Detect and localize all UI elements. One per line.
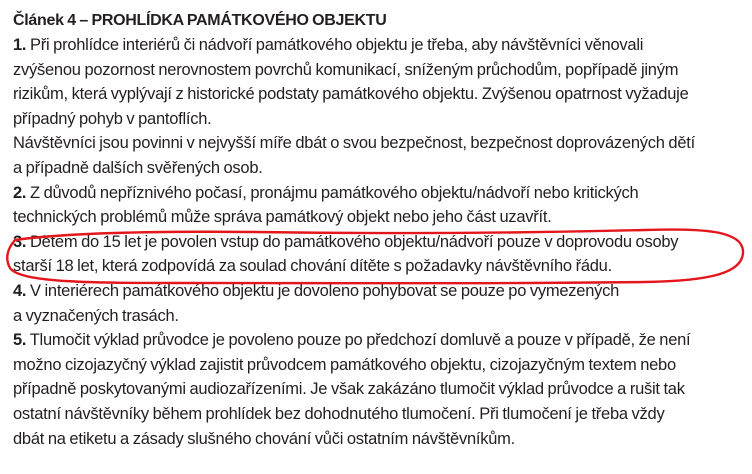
document-body (13, 9, 748, 451)
point-4-number: 4. (13, 281, 27, 300)
point-1-line-4: případný pohyb v pantoflích. (13, 109, 212, 128)
point-5-number: 5. (13, 331, 27, 350)
point-2-line-1: 2. Z důvodů nepříznivého počasí, pronájmu památkového objektu/nádvoří nebo kritických (13, 183, 639, 202)
point-1 (13, 33, 748, 181)
point-5 (13, 328, 748, 451)
point-1-line-2: zvýšenou pozornost nerovnostem povrchů komunikací, sníženým průchodům, popřípadě jiným (13, 60, 679, 79)
article-title: Článek 4 – PROHLÍDKA PAMÁTKOVÉHO OBJEKTU (13, 12, 387, 29)
point-5-line-3: případně poskytovanými audiozařízeními. Je však zakázáno tlumočit výklad průvodce a rušit tak (13, 380, 685, 399)
point-1-line-1: 1. Při prohlídce interiérů či nádvoří památkového objektu je třeba, aby návštěvníci věnovali (13, 36, 644, 54)
point-2-number: 2. (13, 183, 27, 202)
point-5-line-2: možno cizojazyčný výklad zajistit průvodcem památkového objektu, cizojazyčným textem nebo (13, 355, 676, 374)
point-5-line-1: 5. Tlumočit výklad průvodce je povoleno pouze po předchozí domluvě a pouze v případě, že není (13, 331, 691, 350)
point-4 (13, 279, 748, 328)
point-4-line-1: 4. V interiérech památkového objektu je dovoleno pohybovat se pouze po vymezených (13, 281, 620, 300)
point-2-line-2: technických problémů může správa památkový objekt nebo jeho část uzavřít. (13, 208, 552, 227)
point-3 (13, 230, 748, 279)
point-1-line-5: Návštěvníci jsou povinni v nejvyšší míře dbát o svou bezpečnost, bezpečnost doprovázených dětí (13, 134, 695, 153)
point-5-line-4: ostatní návštěvníky během prohlídek bez dohodnutého tlumočení. Při tlumočení je třeba vždy (13, 404, 665, 423)
point-1-line-3: rizikům, která vyplývají z historické podstaty památkového objektu. Zvýšenou opatrnost vyžaduje (13, 85, 689, 104)
point-4-line-2: a vyznačených trasách. (13, 306, 179, 325)
point-3-line-1: 3. Dětem do 15 let je povolen vstup do památkového objektu/nádvoří pouze v doprovodu osoby (13, 232, 679, 251)
point-1-line-6: a případně dalších svěřených osob. (13, 158, 263, 177)
point-3-line-2: starší 18 let, která zodpovídá za soulad chování dítěte s požadavky návštěvního řádu. (13, 257, 612, 276)
point-2 (13, 181, 748, 230)
point-1-number: 1. (13, 36, 27, 54)
point-3-number: 3. (13, 232, 27, 251)
point-5-line-5: dbát na etiketu a zásady slušného chování vůči ostatním návštěvníkům. (13, 429, 515, 448)
